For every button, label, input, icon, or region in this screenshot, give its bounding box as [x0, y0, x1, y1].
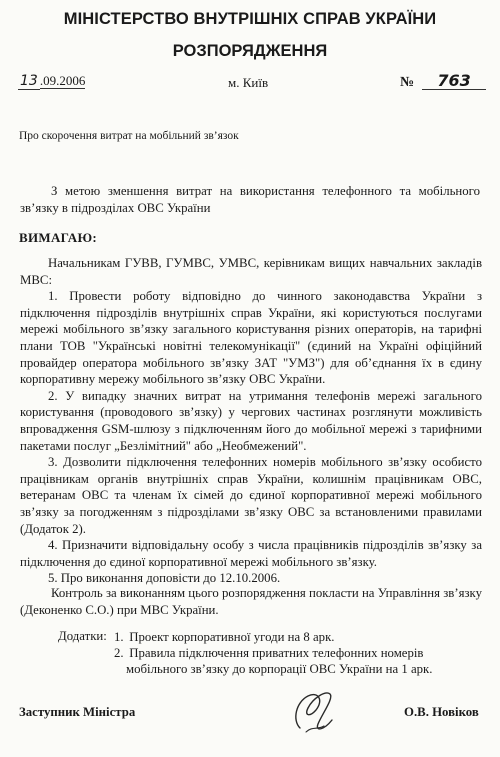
- attachments-list: [114, 629, 474, 678]
- attachment-item-1: 1. Проект корпоративної угоди на 8 арк.: [114, 630, 335, 644]
- handwritten-signature: [278, 680, 348, 745]
- order-item-4: 4. Призначити відповідальну особу з числа працівників підрозділів зв’язку за підключення до єдиної корпоративної мережі мобільного зв’язку.: [20, 538, 482, 569]
- order-item-5: 5. Про виконання доповісти до 12.10.2006.: [48, 571, 281, 586]
- document-date: [18, 73, 85, 90]
- attachments-label: Додатки:: [58, 629, 107, 643]
- demand-heading: ВИМАГАЮ:: [19, 230, 98, 245]
- document-subject: Про скорочення витрат на мобільний зв’язок: [19, 130, 239, 142]
- order-body: [20, 255, 482, 587]
- signatory-position: Заступник Міністра: [19, 705, 136, 719]
- date-day: 13: [20, 73, 38, 89]
- attachment-item-2: 2. Правила підключення приватних телефонних номерів мобільного зв’язку до корпорації ОВС України на 1 арк.: [114, 646, 433, 677]
- control-paragraph: Контроль за виконанням цього розпорядження покласти на Управління зв’язку (Деконенко С.О.) при МВС України.: [20, 586, 482, 617]
- document-type: РОЗПОРЯДЖЕННЯ: [172, 42, 328, 60]
- number-label: №: [400, 75, 415, 90]
- signatory-name: О.В. Новіков: [404, 705, 479, 719]
- intro-paragraph: З метою зменшення витрат на використання телефонного та мобільного зв’язку в підрозділах ОВС України: [20, 184, 480, 215]
- number-value: 763: [422, 73, 486, 90]
- document-city: м. Київ: [228, 75, 269, 90]
- order-item-3: 3. Дозволити підключення телефонних номерів мобільного зв’язку особисто працівникам органів внутрішніх справ України, колишнім працівникам ОВС, ветеранам ОВС та членам їх сімей до єдиної корпоративної мережі мобільного зв’язку за погодженням з підрозділами зв’язку ОВС за встановленими правилами (Додаток 2).: [20, 455, 482, 536]
- document-number: [400, 73, 486, 91]
- ministry-title: МІНІСТЕРСТВО ВНУТРІШНІХ СПРАВ УКРАЇНИ: [63, 10, 437, 28]
- date-rest: .09.2006: [39, 73, 86, 88]
- order-item-1: 1. Провести роботу відповідно до чинного законодавства України з підключення підрозділів внутрішніх справ України, які користуються послугами мережі мобільного зв’язку загального користування різних операторів, на тарифні плани ТОВ "Українські новітні телекомунікації" (єдиний на Україні офіційний провайдер оператора мобільного зв’язку ЗАТ "УМЗ") для об’єднання їх в єдину корпоративну мережу мобільного зв’язку ОВС України.: [20, 289, 482, 387]
- addressees: Начальникам ГУВВ, ГУМВС, УМВС, керівникам вищих навчальних закладів МВС:: [20, 256, 482, 287]
- order-item-2: 2. У випадку значних витрат на утримання телефонів мережі загального користування (проводового зв’язку) у чергових частинах розглянути можливість впровадження GSM-шлюзу з підключенням його до мобільної мережі з тарифними пакетами послуг „Безлімітний" або „Необмежений".: [20, 388, 482, 453]
